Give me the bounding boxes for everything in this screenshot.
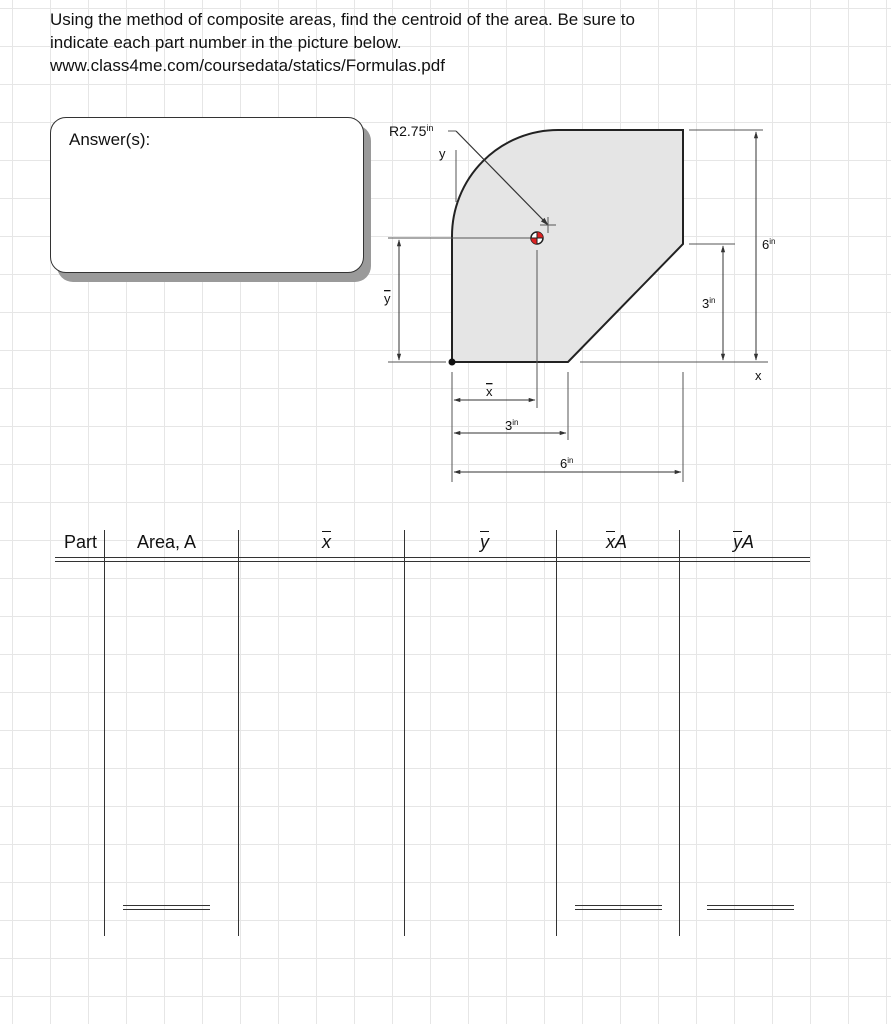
radius-label: R2.75 [389,123,427,139]
xa-sum-line-1 [575,905,662,906]
dim-3in-bottom-unit: in [512,418,519,427]
dim-3in-bottom-value: 3 [505,418,513,433]
ya-sum-line-1 [707,905,794,906]
table-col-divider-3 [404,530,405,936]
col-header-xbar-a-a: A [615,532,628,552]
axis-y-label: y [439,146,446,161]
area-sum-line-1 [123,905,210,906]
col-header-ybar-a [733,532,754,553]
table-header-rule-top [55,557,810,558]
col-header-xbar-a [606,532,627,553]
ybar-label: y [384,291,391,306]
table-col-divider-5 [679,530,680,936]
table-col-divider-2 [238,530,239,936]
svg-text:6in [560,456,573,471]
col-header-ybar: $\overline{y}$ [480,532,489,552]
dim-6in-right-unit: in [769,237,776,246]
xbar-label: x [486,384,493,399]
svg-text:R2.75in [389,123,433,139]
col-header-xbar-a-x: $\overline{x}$ [606,532,615,552]
svg-text:3in [505,418,518,433]
centroid-marker [531,232,543,244]
dim-3in-right-value: 3 [702,296,710,311]
svg-text:6in [762,237,775,252]
dim-6in-bottom-value: 6 [560,456,568,471]
composite-area-shape [452,130,683,362]
table-header-rule-bottom [55,561,810,562]
dim-3in-right-unit: in [709,296,716,305]
table-col-divider-1 [104,530,105,936]
dim-6in-right-value: 6 [762,237,770,252]
xa-sum-line-2 [575,909,662,910]
col-header-xbar: $\overline{x}$ [322,532,331,552]
centroid-figure [0,0,891,500]
origin-point [449,359,456,366]
svg-text:3in [702,296,715,311]
answer-label: Answer(s): [69,130,151,149]
dim-6in-bottom-unit: in [567,456,574,465]
ya-sum-line-2 [707,909,794,910]
formulas-link[interactable]: www.class4me.com/coursedata/statics/Formulas.pdf [50,56,445,75]
col-header-ybar-a-a: A [742,532,755,552]
col-header-area: Area, A [137,532,197,552]
problem-line-2: indicate each part number in the picture below. [50,33,402,52]
radius-unit: in [426,123,434,133]
col-header-ybar-a-y: $\overline{y}$ [733,532,742,552]
axis-x-label: x [755,368,762,383]
col-header-part: Part [64,532,98,552]
area-sum-line-2 [123,909,210,910]
table-col-divider-4 [556,530,557,936]
problem-line-1: Using the method of composite areas, find the centroid of the area. Be sure to [50,10,635,29]
